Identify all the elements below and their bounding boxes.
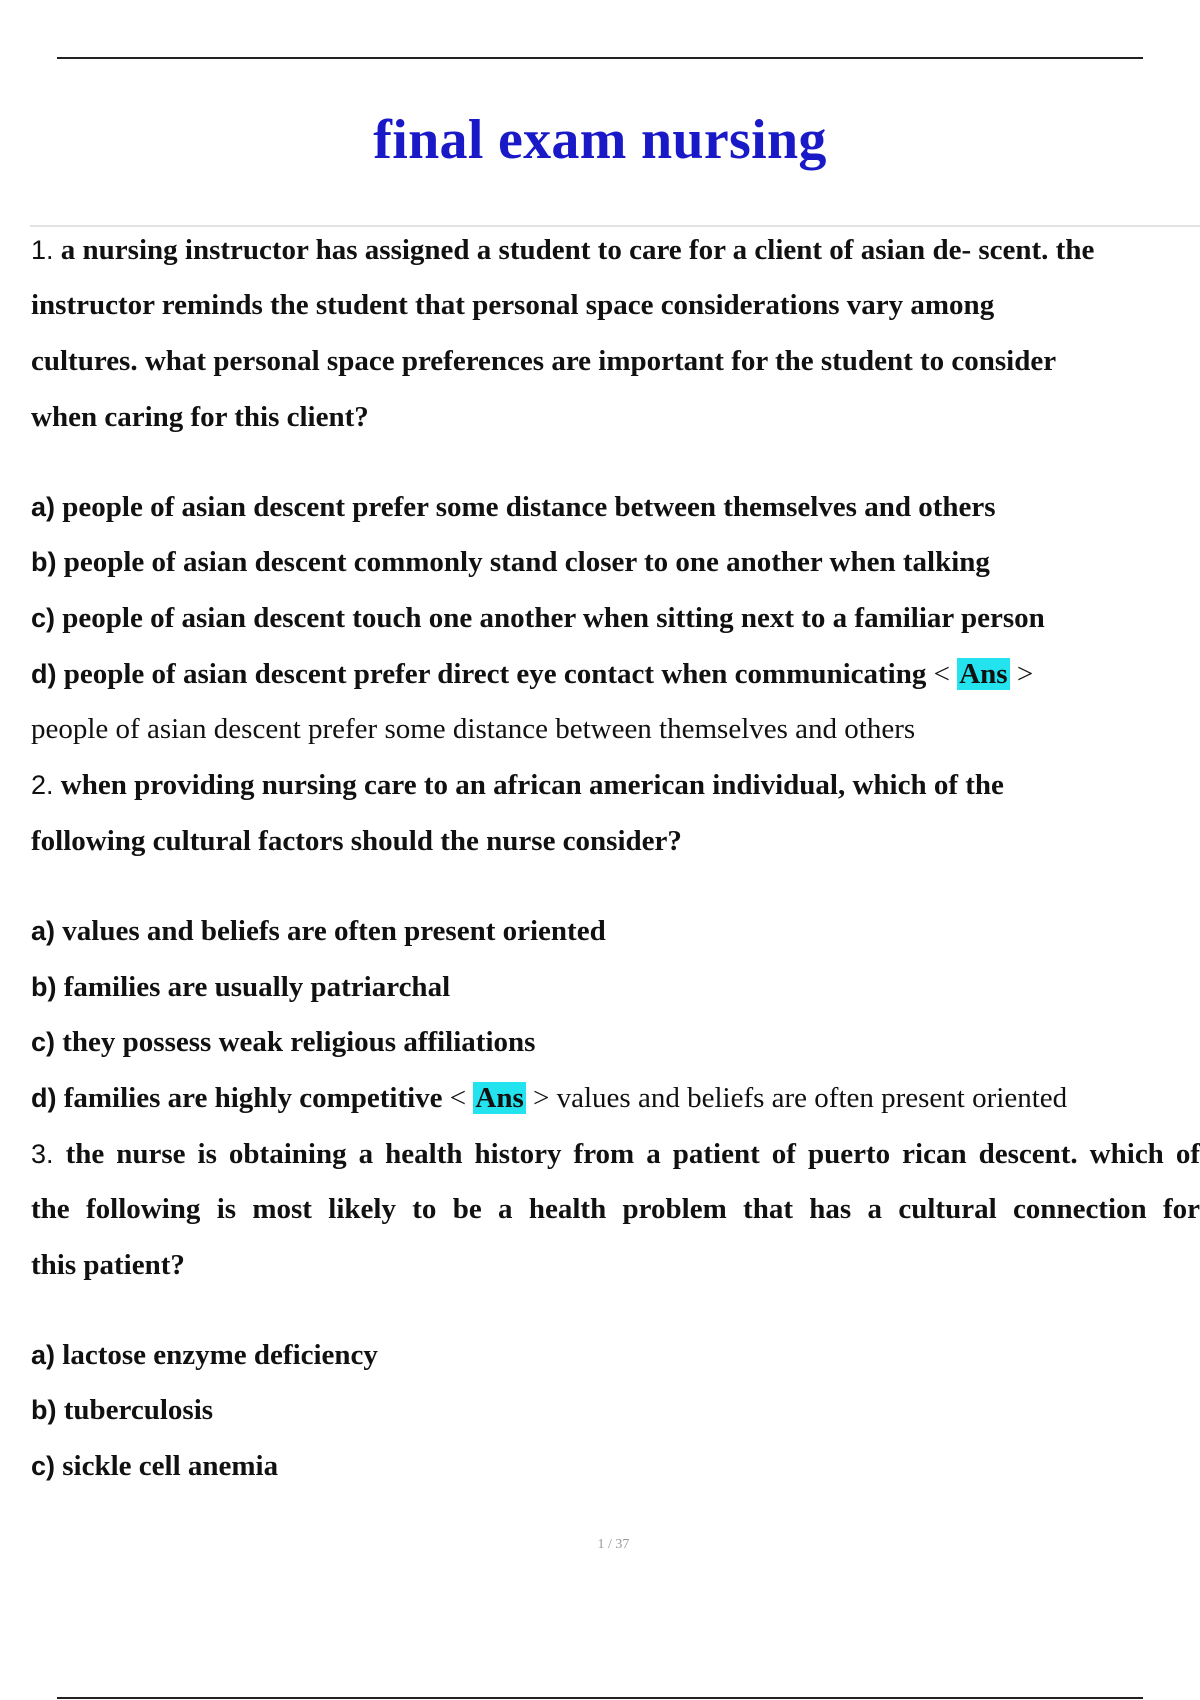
option-letter: a)	[31, 1340, 56, 1370]
top-rule	[57, 57, 1143, 59]
question-2-stem-line-1	[31, 767, 1004, 803]
option-text: people of asian descent prefer some distance between themselves and others	[62, 491, 996, 523]
option-letter: a)	[31, 492, 56, 522]
question-number: 1.	[31, 235, 54, 265]
option-text: values and beliefs are often present oriented	[62, 915, 606, 947]
option-text: sickle cell anemia	[62, 1450, 279, 1482]
option-letter: c)	[31, 1027, 56, 1057]
option-letter: a)	[31, 916, 56, 946]
question-1-option-a	[31, 489, 996, 525]
question-1-stem-line-4: when caring for this client?	[31, 401, 369, 433]
option-letter: b)	[31, 1395, 57, 1425]
option-text: families are usually patriarchal	[63, 971, 451, 1003]
option-letter: c)	[31, 1451, 56, 1481]
option-letter: b)	[31, 972, 57, 1002]
question-1-option-b	[31, 544, 990, 580]
option-letter: c)	[31, 603, 56, 633]
option-text: people of asian descent touch one another when sitting next to a familiar person	[62, 602, 1045, 634]
answer-text: values and beliefs are often present oriented	[556, 1082, 1068, 1114]
answer-open-bracket: <	[933, 658, 950, 690]
question-3-option-c	[31, 1448, 278, 1484]
question-text: the nurse is obtaining a health history from a patient of puerto rican descent. which of	[65, 1138, 1200, 1170]
option-letter: d)	[31, 1083, 57, 1113]
option-text: people of asian descent prefer direct eye contact when communicating	[63, 658, 927, 690]
answer-close-bracket: >	[533, 1082, 550, 1114]
question-3-stem-line-2: the following is most likely to be a health problem that has a cultural connection for	[31, 1193, 1200, 1225]
question-2-option-c	[31, 1024, 535, 1060]
question-2-stem-line-2: following cultural factors should the nurse consider?	[31, 825, 682, 857]
question-3-option-b	[31, 1392, 213, 1428]
answer-close-bracket: >	[1016, 658, 1034, 690]
title-divider	[30, 225, 1200, 227]
question-1-stem-line-3: cultures. what personal space preferences are important for the student to consider	[31, 345, 1057, 377]
question-2-option-a	[31, 913, 606, 949]
option-text: they possess weak religious affiliations	[62, 1026, 536, 1058]
question-2-option-d	[31, 1080, 1067, 1116]
option-letter: d)	[31, 659, 57, 689]
question-3-stem-line-3: this patient?	[31, 1249, 185, 1281]
option-text: people of asian descent commonly stand closer to one another when talking	[63, 546, 990, 578]
question-3-stem-line-1	[31, 1136, 1200, 1172]
option-letter: b)	[31, 547, 57, 577]
option-text: lactose enzyme deficiency	[62, 1339, 378, 1371]
page-indicator: 1 / 37	[597, 1537, 630, 1552]
question-1-stem-line-1	[31, 232, 1094, 268]
question-3-option-a	[31, 1337, 378, 1373]
question-2-option-b	[31, 969, 450, 1005]
question-1-stem-line-2: instructor reminds the student that personal space considerations vary among	[31, 289, 995, 321]
question-number: 2.	[31, 770, 54, 800]
question-text: a nursing instructor has assigned a student to care for a client of asian de- scent. the	[60, 234, 1095, 266]
question-number: 3.	[31, 1139, 54, 1169]
answer-highlight: Ans	[475, 1082, 524, 1114]
document-title: final exam nursing	[373, 109, 827, 171]
answer-highlight: Ans	[959, 658, 1008, 690]
option-text: tuberculosis	[63, 1394, 214, 1426]
question-1-option-d	[31, 656, 1033, 692]
question-text: when providing nursing care to an african american individual, which of the	[60, 769, 1004, 801]
option-text: families are highly competitive	[63, 1082, 443, 1114]
question-1-answer-text: people of asian descent prefer some distance between themselves and others	[31, 713, 916, 745]
answer-open-bracket: <	[449, 1082, 467, 1114]
bottom-rule	[57, 1697, 1143, 1699]
question-1-option-c	[31, 600, 1045, 636]
